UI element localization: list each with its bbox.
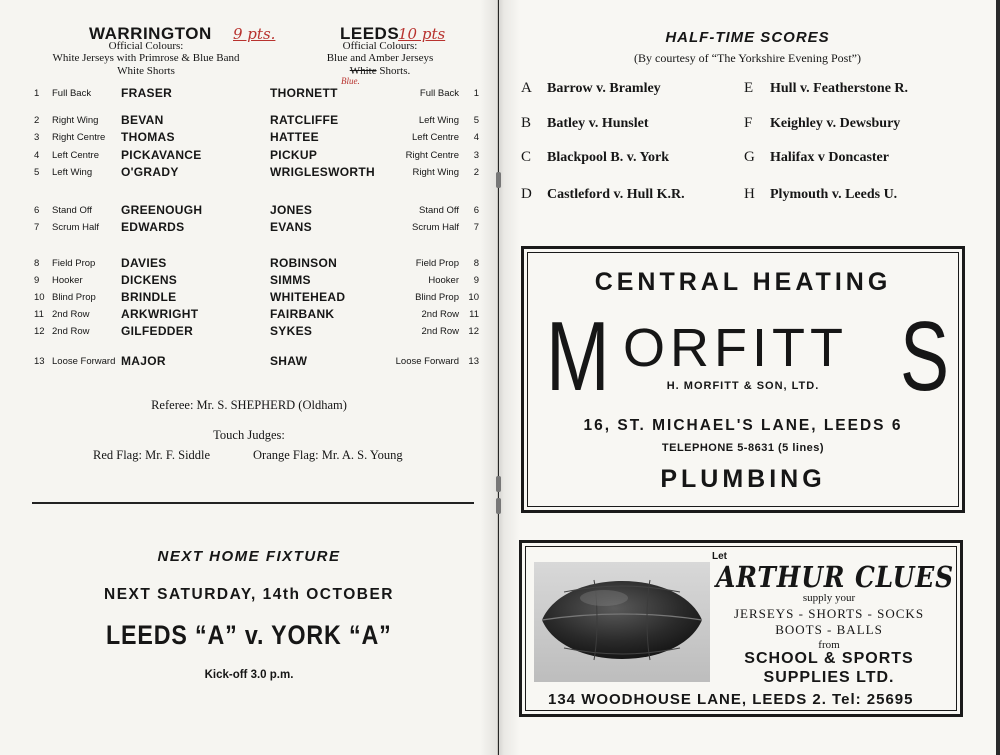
home-colours-label: Official Colours: bbox=[108, 40, 184, 52]
away-colours-rest: Shorts. bbox=[376, 65, 411, 77]
clues-let: Let bbox=[712, 551, 727, 562]
home-position: Left Wing bbox=[52, 167, 93, 178]
clues-items-line2: BOOTS - BALLS bbox=[775, 622, 883, 637]
staple-top bbox=[496, 172, 501, 188]
away-position: Stand Off bbox=[419, 205, 459, 216]
clues-address: 134 WOODHOUSE LANE, LEEDS 2. Tel: 25695 bbox=[548, 691, 914, 708]
morfitts-letter-s: S bbox=[900, 301, 950, 411]
rugby-ball-icon bbox=[534, 562, 710, 682]
referee: Referee: Mr. S. SHEPHERD (Oldham) bbox=[151, 398, 347, 412]
away-shirt-number: 9 bbox=[473, 275, 479, 286]
away-colours-correction: Blue. bbox=[341, 76, 360, 86]
staple-middle bbox=[496, 476, 501, 492]
clues-from: from bbox=[818, 639, 840, 651]
home-player: BRINDLE bbox=[121, 290, 177, 304]
away-position: Full Back bbox=[419, 88, 459, 99]
away-position: 2nd Row bbox=[421, 326, 459, 337]
half-time-match: Castleford v. Hull K.R. bbox=[547, 187, 685, 202]
away-colours-line2 bbox=[300, 65, 460, 77]
home-position: 2nd Row bbox=[52, 309, 90, 320]
home-position: Scrum Half bbox=[52, 222, 99, 233]
half-time-match: Hull v. Featherstone R. bbox=[770, 81, 909, 96]
away-player: WRIGLESWORTH bbox=[270, 165, 375, 179]
home-player: PICKAVANCE bbox=[121, 148, 202, 162]
home-shirt-number: 11 bbox=[34, 309, 44, 320]
away-player: EVANS bbox=[270, 220, 312, 234]
red-flag-judge: Red Flag: Mr. F. Siddle bbox=[93, 448, 211, 462]
home-position: Left Centre bbox=[52, 150, 99, 161]
away-player: WHITEHEAD bbox=[270, 290, 346, 304]
away-colours-label: Official Colours: bbox=[342, 40, 418, 52]
home-position: Right Centre bbox=[52, 132, 106, 143]
clues-supply: supply your bbox=[802, 592, 856, 604]
half-time-letter: F bbox=[744, 115, 753, 131]
away-shirt-number: 12 bbox=[468, 326, 479, 337]
away-player: SIMMS bbox=[270, 273, 311, 287]
touch-judges-label: Touch Judges: bbox=[213, 428, 285, 442]
clues-company-line2: SUPPLIES LTD. bbox=[763, 669, 895, 686]
home-shirt-number: 3 bbox=[34, 132, 40, 143]
orange-flag-judge: Orange Flag: Mr. A. S. Young bbox=[253, 448, 403, 462]
central-heating-headline: CENTRAL HEATING bbox=[594, 268, 892, 296]
half-time-match: Barrow v. Bramley bbox=[547, 81, 661, 96]
away-shirt-number: 2 bbox=[473, 167, 479, 178]
home-player: O'GRADY bbox=[121, 165, 179, 179]
clues-items-line1: JERSEYS - SHORTS - SOCKS bbox=[733, 606, 925, 621]
away-player: ROBINSON bbox=[270, 256, 338, 270]
away-shirt-number: 1 bbox=[473, 88, 479, 99]
away-position: Hooker bbox=[428, 275, 459, 286]
away-shirt-number: 8 bbox=[473, 258, 479, 269]
away-player: PICKUP bbox=[270, 148, 318, 162]
half-time-letter: E bbox=[744, 80, 754, 96]
morfitts-letter-m: M bbox=[546, 301, 610, 411]
rugby-ball-photo bbox=[534, 562, 710, 682]
away-position: Loose Forward bbox=[395, 356, 459, 367]
away-player: FAIRBANK bbox=[270, 307, 335, 321]
next-fixture-heading: NEXT HOME FIXTURE bbox=[157, 548, 341, 565]
half-time-match: Plymouth v. Leeds U. bbox=[770, 187, 898, 202]
home-position: Blind Prop bbox=[52, 292, 96, 303]
half-time-letter: B bbox=[521, 115, 532, 131]
home-player: THOMAS bbox=[121, 130, 175, 144]
away-points-handwritten: 10 pts bbox=[398, 25, 446, 43]
kickoff-time: Kick-off 3.0 p.m. bbox=[204, 669, 294, 681]
away-player: SHAW bbox=[270, 354, 308, 368]
away-shirt-number: 7 bbox=[473, 222, 479, 233]
half-time-letter: G bbox=[744, 149, 755, 165]
home-shirt-number: 6 bbox=[34, 205, 40, 216]
clues-name: ARTHUR CLUES bbox=[716, 560, 955, 594]
away-shirt-number: 3 bbox=[473, 150, 479, 161]
away-colours-line1: Blue and Amber Jerseys bbox=[326, 52, 434, 64]
home-shirt-number: 9 bbox=[34, 275, 40, 286]
home-player: DAVIES bbox=[121, 256, 167, 270]
home-position: Full Back bbox=[52, 88, 92, 99]
away-position: Blind Prop bbox=[415, 292, 459, 303]
away-player: RATCLIFFE bbox=[270, 113, 339, 127]
home-player: ARKWRIGHT bbox=[121, 307, 199, 321]
home-position: Hooker bbox=[52, 275, 83, 286]
away-player: THORNETT bbox=[270, 86, 338, 100]
next-fixture-match: LEEDS “A” v. YORK “A” bbox=[106, 620, 392, 650]
home-position: Field Prop bbox=[52, 258, 96, 269]
home-colours-line2: White Shorts bbox=[117, 65, 175, 77]
home-player: FRASER bbox=[121, 86, 173, 100]
away-position: Scrum Half bbox=[412, 222, 459, 233]
home-position: Loose Forward bbox=[52, 356, 116, 367]
home-player: BEVAN bbox=[121, 113, 164, 127]
morfitts-company: H. MORFITT & SON, LTD. bbox=[666, 380, 820, 392]
home-shirt-number: 5 bbox=[34, 167, 40, 178]
staple-bottom bbox=[496, 498, 501, 514]
away-position: Left Wing bbox=[418, 115, 459, 126]
home-points-handwritten: 9 pts. bbox=[233, 25, 276, 43]
away-position: Left Centre bbox=[412, 132, 459, 143]
home-shirt-number: 7 bbox=[34, 222, 40, 233]
next-fixture-date: NEXT SATURDAY, 14th OCTOBER bbox=[104, 586, 394, 603]
home-player: MAJOR bbox=[121, 354, 166, 368]
away-shirt-number: 6 bbox=[473, 205, 479, 216]
away-player: HATTEE bbox=[270, 130, 319, 144]
away-shirt-number: 10 bbox=[468, 292, 479, 303]
half-time-letter: H bbox=[744, 186, 755, 202]
home-player: GILFEDDER bbox=[121, 324, 194, 338]
home-shirt-number: 2 bbox=[34, 115, 40, 126]
half-time-letter: C bbox=[521, 149, 532, 165]
half-time-match: Batley v. Hunslet bbox=[547, 116, 649, 131]
home-shirt-number: 10 bbox=[34, 292, 45, 303]
away-team-name: LEEDS bbox=[340, 24, 400, 43]
home-player: GREENOUGH bbox=[121, 203, 203, 217]
half-time-match: Blackpool B. v. York bbox=[547, 150, 670, 165]
morfitts-brand-middle: ORFITT bbox=[623, 318, 848, 378]
morfitts-plumbing: PLUMBING bbox=[660, 465, 826, 493]
home-colours-line1: White Jerseys with Primrose & Blue Band bbox=[52, 52, 240, 64]
away-position: Field Prop bbox=[415, 258, 459, 269]
morfitts-advert bbox=[521, 246, 965, 513]
home-team-name: WARRINGTON bbox=[89, 24, 212, 43]
morfitts-address: 16, ST. MICHAEL'S LANE, LEEDS 6 bbox=[583, 417, 903, 434]
away-shirt-number: 4 bbox=[473, 132, 479, 143]
away-player: SYKES bbox=[270, 324, 313, 338]
home-shirt-number: 8 bbox=[34, 258, 40, 269]
half-time-match: Halifax v Doncaster bbox=[770, 150, 889, 165]
home-shirt-number: 1 bbox=[34, 88, 40, 99]
away-position: Right Wing bbox=[412, 167, 459, 178]
half-time-credit: (By courtesy of “The Yorkshire Evening Post”) bbox=[634, 51, 861, 65]
away-position: Right Centre bbox=[405, 150, 459, 161]
away-position: 2nd Row bbox=[421, 309, 459, 320]
away-shirt-number: 11 bbox=[469, 309, 479, 320]
left-page bbox=[0, 0, 498, 755]
half-time-letter: A bbox=[521, 80, 532, 96]
morfitts-telephone: TELEPHONE 5-8631 (5 lines) bbox=[661, 442, 825, 454]
home-shirt-number: 4 bbox=[34, 150, 40, 161]
home-position: Stand Off bbox=[52, 205, 92, 216]
home-position: Right Wing bbox=[52, 115, 99, 126]
home-player: DICKENS bbox=[121, 273, 178, 287]
home-shirt-number: 13 bbox=[34, 356, 45, 367]
half-time-match: Keighley v. Dewsbury bbox=[770, 116, 901, 131]
half-time-letter: D bbox=[521, 186, 532, 202]
section-divider bbox=[32, 502, 474, 504]
away-colours-struck-word: White bbox=[349, 65, 377, 77]
home-shirt-number: 12 bbox=[34, 326, 45, 337]
half-time-title: HALF-TIME SCORES bbox=[665, 29, 830, 46]
home-position: 2nd Row bbox=[52, 326, 90, 337]
clues-company-line1: SCHOOL & SPORTS bbox=[744, 650, 914, 667]
home-player: EDWARDS bbox=[121, 220, 185, 234]
away-shirt-number: 5 bbox=[473, 115, 479, 126]
away-player: JONES bbox=[270, 203, 313, 217]
away-shirt-number: 13 bbox=[468, 356, 479, 367]
